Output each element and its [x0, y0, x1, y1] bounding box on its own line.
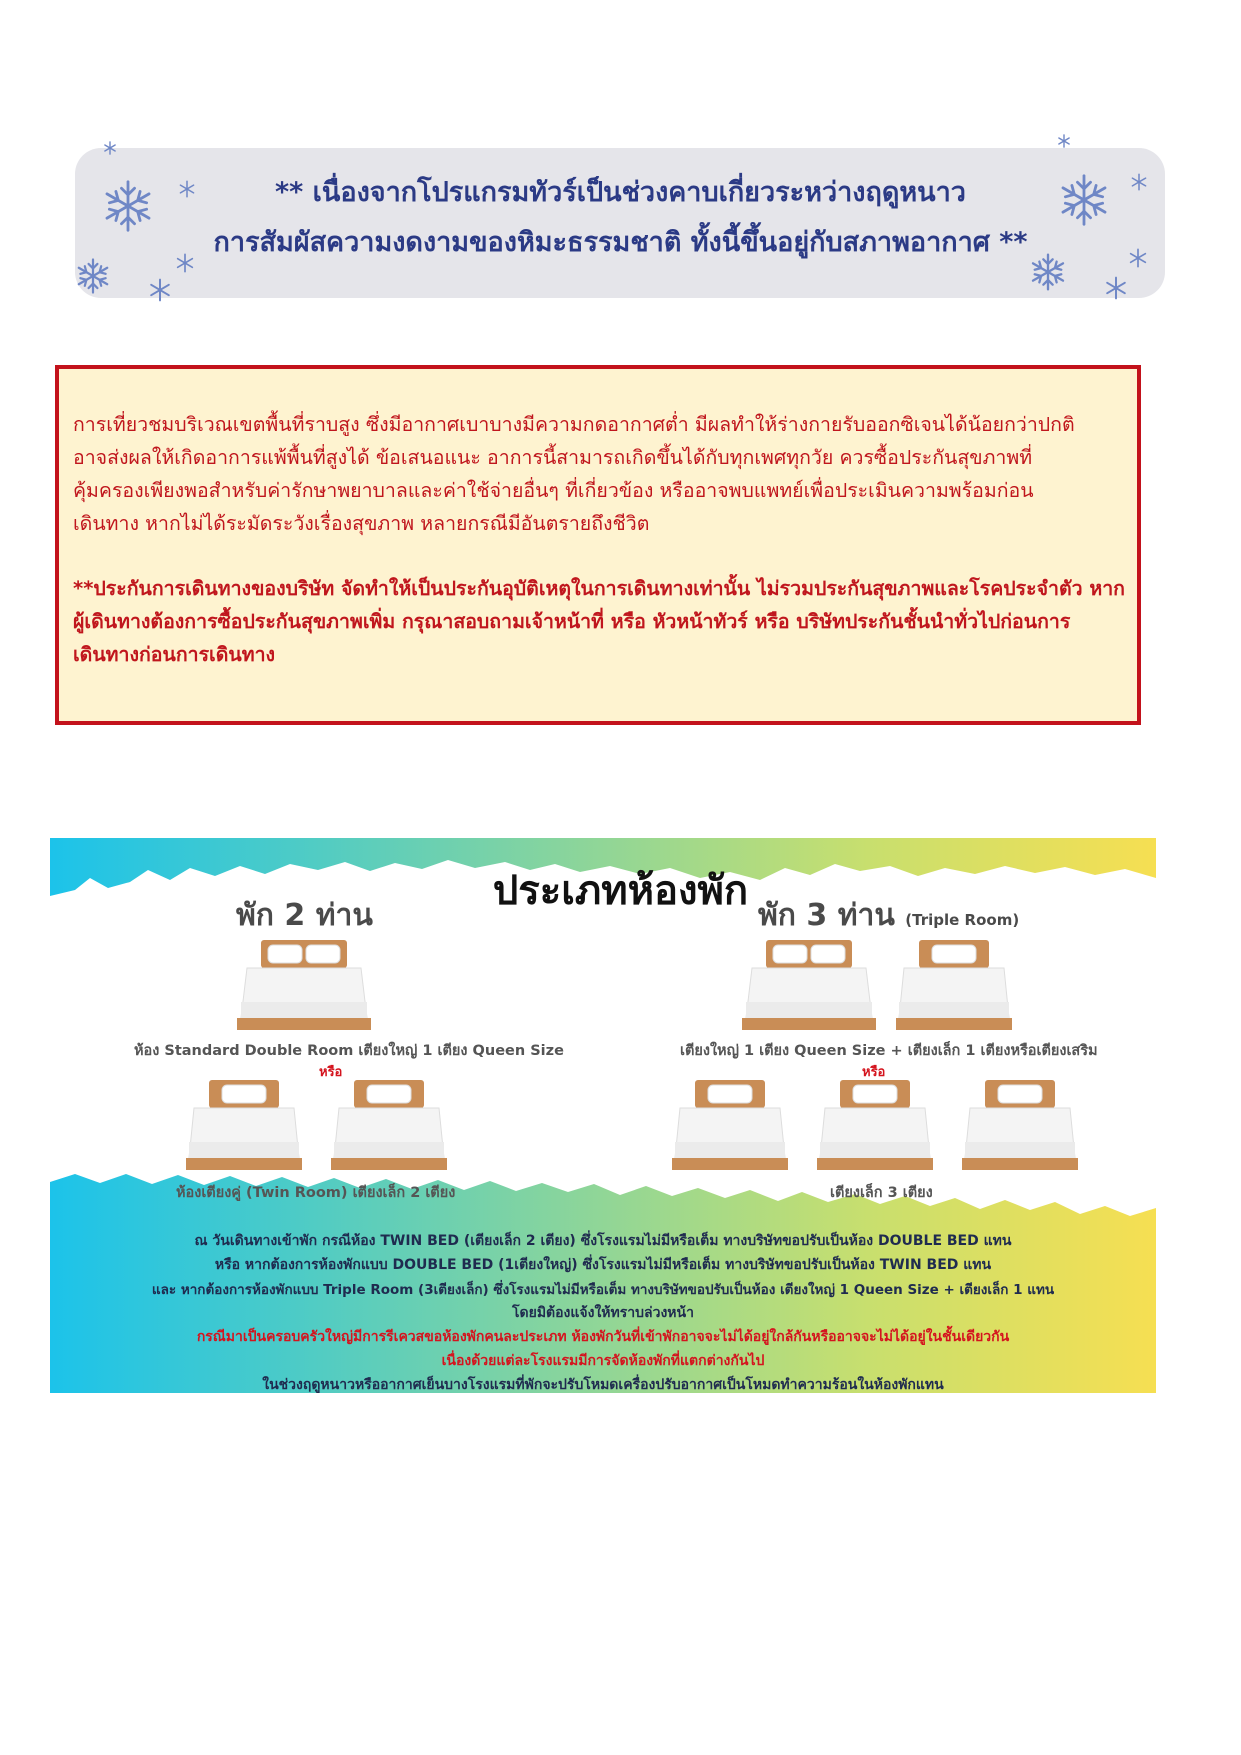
- snowflake-icon: [1128, 248, 1148, 268]
- warning-line: **ประกันการเดินทางของบริษัท จัดทำให้เป็นประกันอุบัติเหตุในการเดินทางเท่านั้น ไม่รวมประกันสุขภาพและโรคประจำตัว หาก: [73, 577, 1125, 600]
- double-room-caption: ห้อง Standard Double Room เตียงใหญ่ 1 เตียง Queen Size: [134, 1043, 564, 1059]
- snowflake-icon: [178, 180, 196, 198]
- bed-icon: [237, 940, 371, 1030]
- or-label: หรือ: [862, 1065, 886, 1080]
- bed-icon: [962, 1080, 1078, 1170]
- room-note-line: และ หากต้องการห้องพักแบบ Triple Room (3เตียงเล็ก) ซึ่งโรงแรมไม่มีหรือเต็ม ทางบริษัทขอปรับเป็นห้อง เตียงใหญ่ 1 Queen Size + เตียงเล็ก 1 แทน: [151, 1282, 1055, 1298]
- room-note-line: ในช่วงฤดูหนาวหรืออากาศเย็นบางโรงแรมที่พักจะปรับโหมดเครื่องปรับอากาศเป็นโหมดทำความร้อนในห้องพักแทน: [262, 1377, 944, 1393]
- twin-room-caption: ห้องเตียงคู่ (Twin Room) เตียงเล็ก 2 เตียง: [176, 1185, 456, 1201]
- snowflake-icon: [1130, 173, 1148, 191]
- bed-icon: [186, 1080, 302, 1170]
- snowflake-icon: [1104, 276, 1128, 300]
- double-occupancy-heading: พัก 2 ท่าน: [236, 898, 373, 933]
- three-singles-caption: เตียงเล็ก 3 เตียง: [830, 1185, 933, 1201]
- bed-icon: [742, 940, 876, 1030]
- winter-banner-line-2: การสัมผัสความงดงามของหิมะธรรมชาติ ทั้งนี้ขึ้นอยู่กับสภาพอากาศ **: [213, 227, 1028, 258]
- bed-icon: [672, 1080, 788, 1170]
- bed-icon: [331, 1080, 447, 1170]
- warning-line: ผู้เดินทางต้องการซื้อประกันสุขภาพเพิ่ม กรุณาสอบถามเจ้าหน้าที่ หรือ หัวหน้าทัวร์ หรือ บริษัทประกันชั้นนำทั่วไปก่อนการ: [73, 610, 1071, 633]
- warning-line: เดินทาง หากไม่ได้ระมัดระวังเรื่องสุขภาพ หลายกรณีมีอันตรายถึงชีวิต: [73, 512, 650, 535]
- snowflake-icon: [148, 278, 172, 302]
- warning-line: อาจส่งผลให้เกิดอาการแพ้พื้นที่สูงได้ ข้อเสนอแนะ อาการนี้สามารถเกิดขึ้นได้กับทุกเพศทุกวัย ควรซื้อประกันสุขภาพที่: [73, 446, 1033, 469]
- room-types-title: ประเภทห้องพัก: [492, 868, 749, 914]
- room-note-line: หรือ หากต้องการห้องพักแบบ DOUBLE BED (1เตียงใหญ่) ซึ่งโรงแรมไม่มีหรือเต็ม ทางบริษัทขอปรับเป็นห้อง TWIN BED แทน: [214, 1257, 992, 1273]
- room-note-line: โดยมิต้องแจ้งให้ทราบล่วงหน้า: [512, 1305, 694, 1321]
- triple-room-caption: เตียงใหญ่ 1 เตียง Queen Size + เตียงเล็ก 1 เตียงหรือเตียงเสริม: [680, 1043, 1098, 1059]
- or-label: หรือ: [319, 1065, 343, 1080]
- snowflake-icon: [100, 178, 156, 234]
- snowflake-icon: [175, 253, 195, 273]
- triple-room-note: (Triple Room): [905, 911, 1020, 929]
- triple-heading-text: พัก 3 ท่าน: [758, 898, 895, 933]
- snowflake-icon: [103, 141, 117, 155]
- bed-icon: [817, 1080, 933, 1170]
- room-note-line: เนื่องด้วยแต่ละโรงแรมมีการจัดห้องพักที่แตกต่างกันไป: [441, 1353, 765, 1369]
- winter-banner-line-1: ** เนื่องจากโปรแกรมทัวร์เป็นช่วงคาบเกี่ยวระหว่างฤดูหนาว: [275, 177, 966, 208]
- snowflake-icon: [1056, 172, 1112, 228]
- snowflake-icon: [74, 257, 112, 295]
- room-note-line: กรณีมาเป็นครอบครัวใหญ่มีการรีเควสขอห้องพักคนละประเภท ห้องพักวันที่เข้าพักอาจจะไม่ได้อยู่ใกล้กันหรืออาจจะไม่ได้อยู่ในชั้นเดียวกัน: [196, 1329, 1010, 1345]
- room-note-line: ณ วันเดินทางเข้าพัก กรณีห้อง TWIN BED (เตียงเล็ก 2 เตียง) ซึ่งโรงแรมไม่มีหรือเต็ม ทางบริษัทขอปรับเป็นห้อง DOUBLE BED แทน: [194, 1233, 1012, 1249]
- snowflake-icon: [1028, 252, 1068, 292]
- insurance-warning-paragraph: [73, 572, 1133, 671]
- snowflake-icon: [1057, 134, 1071, 148]
- bed-icon: [896, 940, 1012, 1030]
- warning-line: เดินทางก่อนการเดินทาง: [73, 643, 276, 666]
- triple-occupancy-heading: [758, 892, 1019, 939]
- warning-line: การเที่ยวชมบริเวณเขตพื้นที่ราบสูง ซึ่งมีอากาศเบาบางมีความกดอากาศต่ำ มีผลทำให้ร่างกายรับออกซิเจนได้น้อยกว่าปกติ: [73, 413, 1075, 436]
- altitude-warning-paragraph: [73, 408, 1133, 540]
- warning-line: คุ้มครองเพียงพอสำหรับค่ารักษาพยาบาลและค่าใช้จ่ายอื่นๆ ที่เกี่ยวข้อง หรืออาจพบแพทย์เพื่อประเมินความพร้อมก่อน: [73, 479, 1034, 502]
